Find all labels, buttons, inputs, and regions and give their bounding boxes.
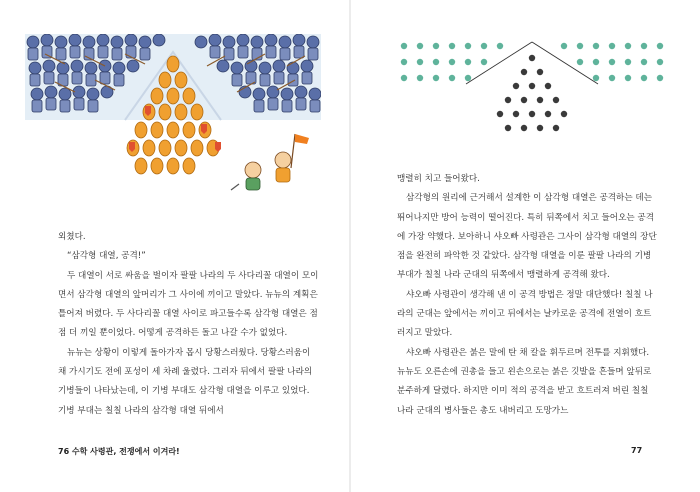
paragraph: 삼각형의 원리에 근거해서 설계한 이 삼각형 대열은 공격하는 데는 뛰어나지만 방어 능력이 떨어진다. 특히 뒤쪽에서 치고 들어오는 공격에 가장 약했다. 보아하니 샤오빠 사령관은 그사이 삼각형 대열의 장단점을 완전히 파악한 것 같았다. 삼각형 대열을 이룬 팔팔 나라의 기병 부대가 칠칠 나라 군대의 뒤쪽에서 맹렬하게 공격해 왔다. bbox=[397, 193, 657, 281]
paragraph: “삼각형 대열, 공격!” bbox=[67, 251, 146, 262]
paragraph: 샤오빠 사령관이 생각해 낸 이 공격 방법은 정말 대단했다! 칠칠 나라의 군대는 앞에서는 끼이고 뒤에서는 날카로운 공격에 전열이 흐트러지고 말았다. bbox=[397, 289, 653, 339]
battle-illustration bbox=[25, 34, 321, 194]
paragraph: 샤오빠 사령관은 붉은 말에 탄 채 칼을 휘두르며 전투를 지휘했다. 뉴뉴도 오른손에 권총을 들고 왼손으로는 붉은 깃발을 흔들며 앞뒤로 분주하게 달렸다. 하지만 이미 적의 공격을 받고 흐트러져 버린 칠칠 나라 군대의 병사들은 총도 내버리고 도망가느 bbox=[397, 347, 652, 416]
dark-triangle-dots bbox=[497, 55, 567, 131]
paragraph: 뉴뉴는 상황이 이렇게 돌아가자 몹시 당황스러웠다. 당황스러움이 채 가시기도 전에 포성이 세 차례 울렸다. 그러자 뒤에서 팔팔 나라의 기병들이 나타났는데, 이 기병 부대도 삼각형 대열을 이루고 있었다. 기병 부대는 칠칠 나라의 삼각형 대열 뒤에서 bbox=[58, 347, 313, 416]
orange-flag bbox=[295, 134, 309, 144]
commander-figures bbox=[231, 134, 309, 190]
paragraph: 두 대열이 서로 싸움을 벌이자 팔팔 나라의 두 사다리꼴 대열이 모이면서 삼각형 대열의 앞머리가 그 사이에 끼이고 말았다. 뉴뉴의 계획은 틀어져 버렸다. 두 사다리꼴 대열 사이로 파고들수록 삼각형 대열은 점점 더 끼일 뿐이었다. 어떻게 공격하든 돌고 나갈 수가 없었다. bbox=[58, 270, 319, 339]
right-body-text bbox=[397, 170, 659, 421]
left-body-text bbox=[58, 228, 320, 421]
triangle-dot-diagram bbox=[398, 40, 666, 138]
teal-dot-grid bbox=[401, 43, 663, 81]
right-page bbox=[350, 0, 700, 492]
paragraph: 맹렬히 치고 들어왔다. bbox=[397, 174, 480, 184]
left-folio: 76 수학 사령관, 전쟁에서 이겨라! bbox=[58, 447, 180, 456]
right-folio: 77 bbox=[631, 446, 643, 455]
paragraph: 외쳤다. bbox=[58, 232, 86, 242]
